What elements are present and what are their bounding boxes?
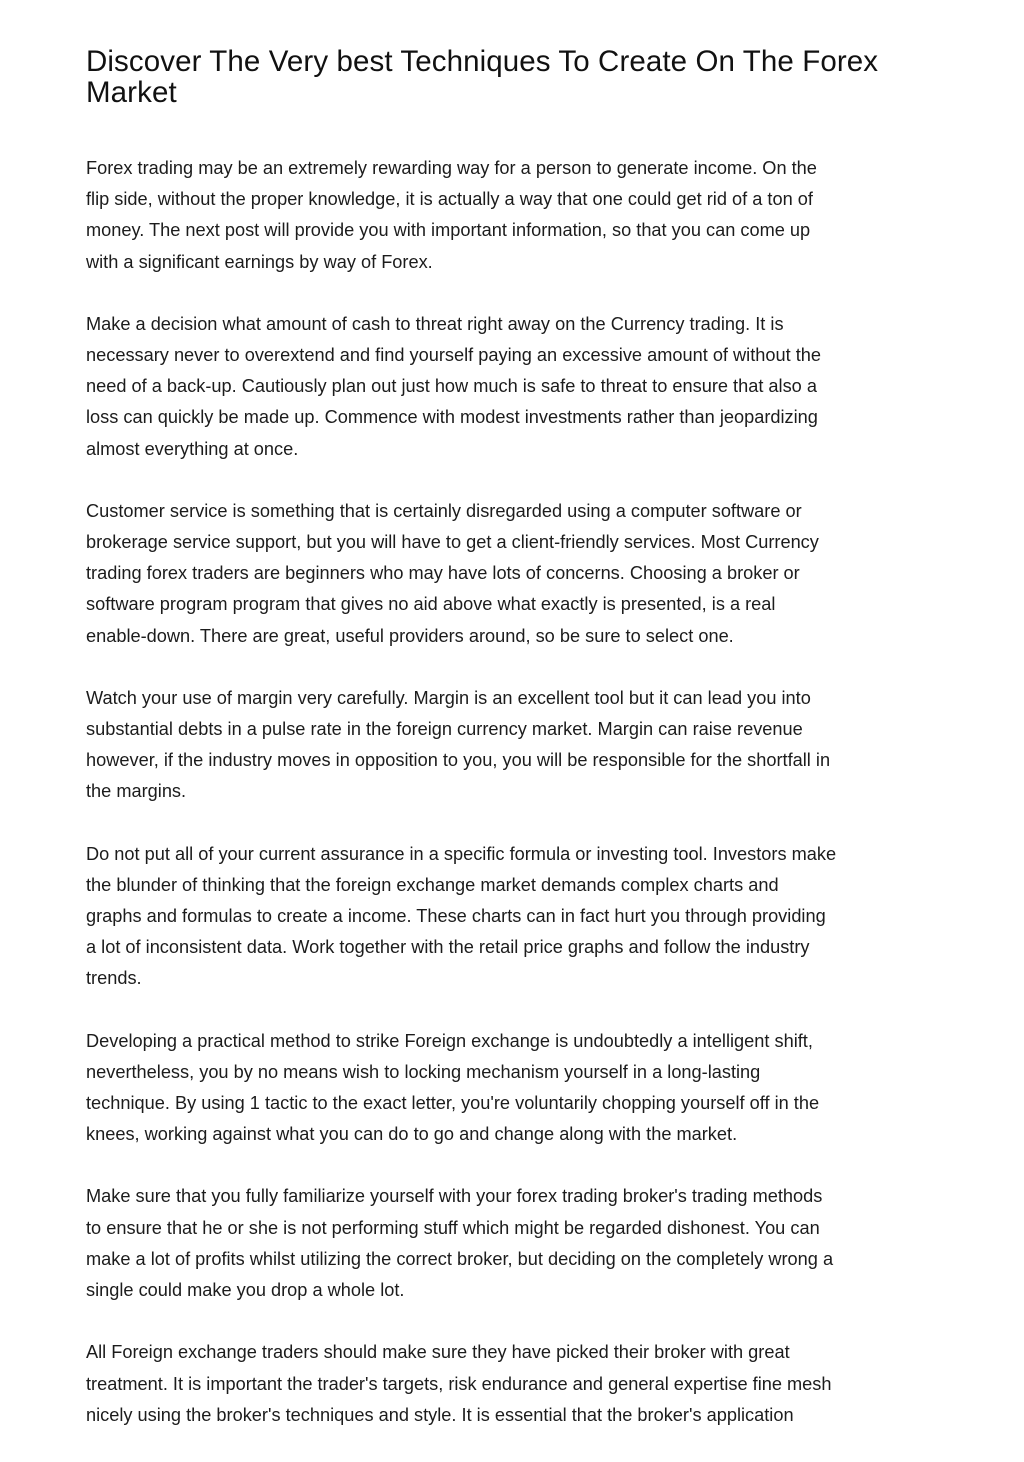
- paragraph-2: Make a decision what amount of cash to threat right away on the Currency trading. It is necessary never to overextend and find yourself paying an excessive amount of without the need of a back-up. Cautiously plan out just how much is safe to threat to ensure that also a loss can quickly be made up. Commence with modest investments rather than jeopardizing almost everything at once.: [86, 313, 822, 459]
- paragraph-7: Make sure that you fully familiarize yourself with your forex trading broker's trading methods to ensure that he or she is not performing stuff which might be regarded dishonest. You can make a lot of profits whilst utilizing the correct broker, but deciding on the completely wrong a single could make you drop a whole lot.: [86, 1186, 834, 1301]
- document-body: [86, 153, 946, 1431]
- paragraph-5: Do not put all of your current assurance in a specific formula or investing tool. Investors make the blunder of thinking that the foreign exchange market demands complex charts and graphs and formulas to create a income. These charts can in fact hurt you through providing a lot of inconsistent data. Work together with the retail price graphs and follow the industry trends.: [86, 843, 837, 989]
- paragraph-3: Customer service is something that is certainly disregarded using a computer software or brokerage service support, but you will have to get a client-friendly services. Most Currency trading forex traders are beginners who may have lots of concerns. Choosing a broker or software program program that gives no aid above what exactly is presented, is a real enable-down. There are great, useful providers around, so be sure to select one.: [86, 500, 819, 646]
- paragraph-1: Forex trading may be an extremely rewarding way for a person to generate income. On the flip side, without the proper knowledge, it is actually a way that one could get rid of a ton of money. The next post will provide you with important information, so that you can come up with a significant earnings by way of Forex.: [86, 158, 817, 272]
- document-page: [86, 46, 946, 1462]
- document-title: Discover The Very best Techniques To Create On The Forex Market: [86, 45, 879, 109]
- paragraph-6: Developing a practical method to strike Foreign exchange is undoubtedly a intelligent shift, nevertheless, you by no means wish to locking mechanism yourself in a long-lasting technique. By using 1 tactic to the exact letter, you're voluntarily chopping yourself off in the knees, working against what you can do to go and change along with the market.: [86, 1030, 820, 1145]
- paragraph-8: All Foreign exchange traders should make sure they have picked their broker with great treatment. It is important the trader's targets, risk endurance and general expertise fine mesh nicely using the broker's techniques and style. It is essential that the broker's application: [86, 1342, 832, 1425]
- paragraph-4: Watch your use of margin very carefully. Margin is an excellent tool but it can lead you into substantial debts in a pulse rate in the foreign currency market. Margin can raise revenue however, if the industry moves in opposition to you, you will be responsible for the shortfall in the margins.: [86, 687, 831, 802]
